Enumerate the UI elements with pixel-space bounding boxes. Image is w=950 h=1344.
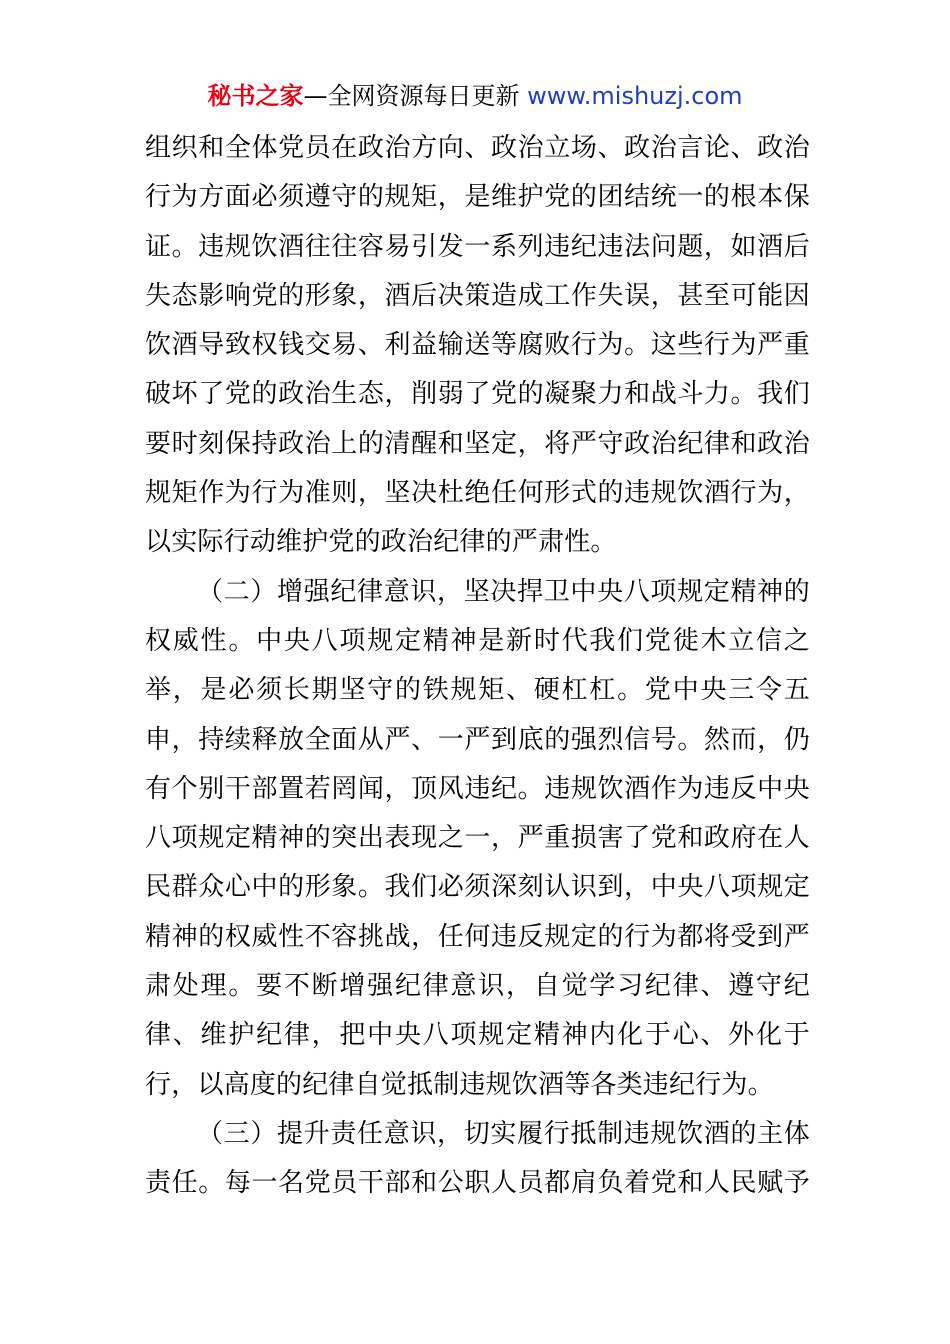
text-line: 律、维护纪律，把中央八项规定精神内化于心、外化于	[145, 1020, 810, 1051]
text-line: 有个别干部置若罔闻，顶风违纪。违规饮酒作为违反中央	[145, 773, 810, 804]
text-line: 八项规定精神的突出表现之一，严重损害了党和政府在人	[145, 823, 810, 854]
site-tagline: —全网资源每日更新	[303, 82, 520, 110]
text-line: 精神的权威性不容挑战，任何违反规定的行为都将受到严	[145, 921, 810, 952]
text-line: 失态影响党的形象，酒后决策造成工作失误，甚至可能因	[145, 280, 810, 311]
text-line: 行为方面必须遵守的规矩，是维护党的团结统一的根本保	[145, 182, 810, 213]
text-line: 举，是必须长期坚守的铁规矩、硬杠杠。党中央三令五	[145, 675, 810, 706]
site-brand: 秘书之家	[207, 82, 304, 110]
text-line: 要时刻保持政治上的清醒和坚定，将严守政治纪律和政治	[145, 428, 810, 459]
paragraph-end-line: 行，以高度的纪律自觉抵制违规饮酒等各类违纪行为。	[145, 1069, 774, 1100]
document-body	[145, 124, 810, 1209]
section-heading-line: （三）提升责任意识，切实履行抵制违规饮酒的主体	[197, 1118, 810, 1149]
text-line: 饮酒导致权钱交易、利益输送等腐败行为。这些行为严重	[145, 330, 810, 361]
text-line: 民群众心中的形象。我们必须深刻认识到，中央八项规定	[145, 872, 810, 903]
site-url-link[interactable]: www.mishuzj.com	[527, 82, 743, 110]
text-line: 破坏了党的政治生态，削弱了党的凝聚力和战斗力。我们	[145, 379, 810, 410]
site-header	[0, 80, 950, 112]
text-line: 组织和全体党员在政治方向、政治立场、政治言论、政治	[145, 133, 810, 163]
text-line: 规矩作为行为准则，坚决杜绝任何形式的违规饮酒行为，	[145, 478, 810, 509]
paragraph-end-line: 以实际行动维护党的政治纪律的严肃性。	[145, 527, 617, 558]
text-line: 责任。每一名党员干部和公职人员都肩负着党和人民赋予	[145, 1168, 810, 1199]
text-line: 证。违规饮酒往往容易引发一系列违纪违法问题，如酒后	[145, 231, 810, 262]
section-heading-line: （二）增强纪律意识，坚决捍卫中央八项规定精神的	[197, 576, 810, 607]
text-line: 申，持续释放全面从严、一严到底的强烈信号。然而，仍	[145, 724, 810, 755]
text-line: 权威性。中央八项规定精神是新时代我们党徙木立信之	[145, 625, 810, 656]
text-line: 肃处理。要不断增强纪律意识，自觉学习纪律、遵守纪	[145, 971, 810, 1002]
